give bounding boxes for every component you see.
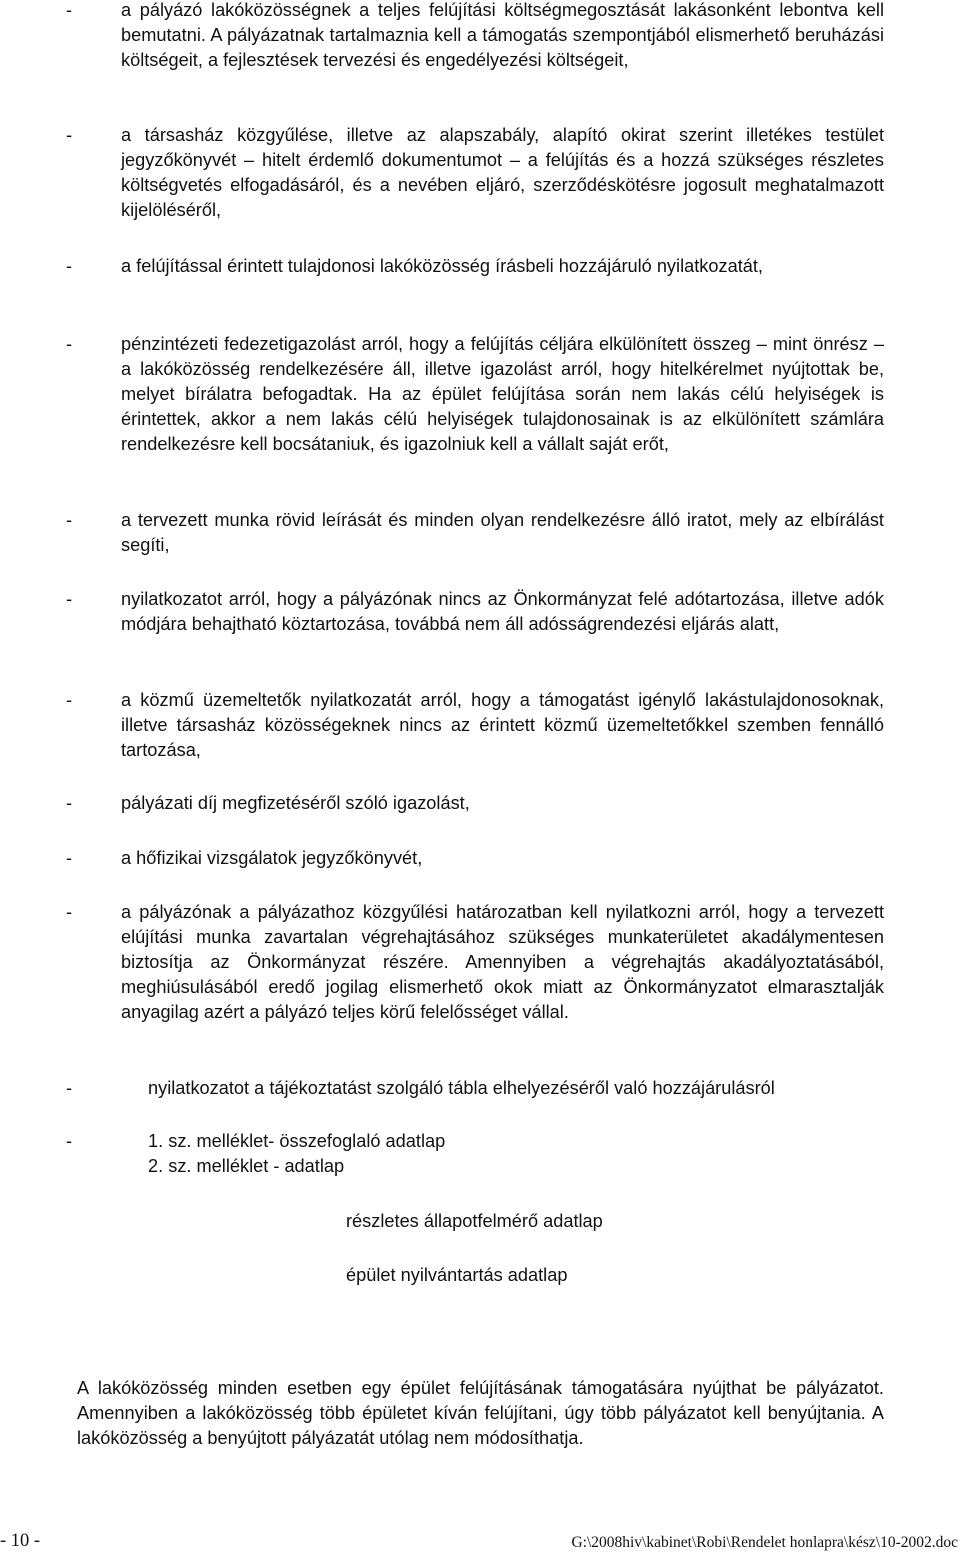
list-item [66,587,884,637]
list-item-text: a közmű üzemeltetők nyilatkozatát arról, hogy a támogatást igénylő lakástulajdonosoknak, illetve társasház közösségeknek nincs az érintett közmű üzemeltetőkkel szemben fennálló tartozása, [121,690,884,760]
list-item [66,508,884,558]
list-item-text: a pályázó lakóközösségnek a teljes felújítási költségmegosztását lakásonként lebontva kell bemutatni. A pályázatnak tartalmaznia kell a támogatás szempontjából elismerhető beruházási költségeit, a fejlesztések tervezési és engedélyezési költségeit, [121,0,884,70]
list-item [66,332,884,457]
annex-registry-line: épület nyilvántartás adatlap [346,1265,568,1285]
file-path: G:\2008hiv\kabinet\Robi\Rendelet honlapra\kész\10-2002.doc [571,1534,958,1551]
list-item [66,254,884,279]
list-bullet: - [66,334,73,354]
list-item-text: pályázati díj megfizetéséről szóló igazolást, [121,793,470,813]
annex-detail-line: részletes állapotfelmérő adatlap [346,1211,603,1231]
list-item-text: pénzintézeti fedezetigazolást arról, hogy a felújítás céljára elkülönített összeg – mint önrész – a lakóközösség rendelkezésére áll, illetve igazolást arról, hogy hitelkérelmet nyújtottak be, melyet bírálatra befogadtak. Ha az épület felújítása során nem lakás célú helyiségek is érintettek, akkor a nem lakás célú helyiségek tulajdonosainak is az elkülönített számlára rendelkezésre kell bocsátaniuk, és igazolniuk kell a vállalt saját erőt, [121,334,884,454]
list-bullet: - [66,1131,73,1151]
annex-2-line: 2. sz. melléklet - adatlap [148,1156,345,1176]
list-item-text: a hőfizikai vizsgálatok jegyzőkönyvét, [121,848,423,868]
list-item-text: a tervezett munka rövid leírását és minden olyan rendelkezésre álló iratot, mely az elbírálást segíti, [121,510,884,555]
list-item [66,900,884,1025]
list-bullet: - [66,902,73,922]
list-bullet: - [66,125,73,145]
list-item [66,0,884,73]
list-bullet: - [66,1078,73,1098]
list-item [66,688,884,763]
list-item-text: nyilatkozatot a tájékoztatást szolgáló tábla elhelyezéséről való hozzájárulásról [148,1078,775,1098]
list-bullet: - [66,0,73,20]
list-item [66,123,884,223]
list-bullet: - [66,848,73,868]
list-bullet: - [66,256,73,276]
list-item-text: 1. sz. melléklet- összefoglaló adatlap [148,1131,446,1151]
list-item [66,791,884,816]
list-item [66,1129,884,1154]
list-item-text: a társasház közgyűlése, illetve az alapszabály, alapító okirat szerint illetékes testület jegyzőkönyvét – hitelt érdemlő dokumentumot – a felújítás és a hozzá szükséges részletes költségvetés elfogadásáról, és a nevében eljáró, szerződéskötésre jogosult meghatalmazott kijelöléséről, [121,125,884,220]
list-item [66,1076,884,1101]
closing-paragraph: A lakóközösség minden esetben egy épület felújításának támogatására nyújthat be pályázatot. Amennyiben a lakóközösség több épületet kíván felújítani, úgy több pályázatot kell benyújtania. A lakóközösség a benyújtott pályázatát utólag nem módosíthatja. [77,1378,884,1448]
list-bullet: - [66,589,73,609]
list-item [66,846,884,871]
list-bullet: - [66,510,73,530]
list-item-text: a pályázónak a pályázathoz közgyűlési határozatban kell nyilatkozni arról, hogy a tervezett elújítási munka zavartalan végrehajtásához szükséges munkaterületet akadálymentesen biztosítja az Önkormányzat részére. Amennyiben a végrehajtás akadályoztatásából, meghiúsulásából eredő jogilag elismerhető okok miatt az Önkormányzatot elmarasztalják anyagilag azért a pályázó teljes körű felelősséget vállal. [121,902,884,1022]
list-item-text: nyilatkozatot arról, hogy a pályázónak nincs az Önkormányzat felé adótartozása, illetve adók módjára behajtható köztartozása, továbbá nem áll adósságrendezési eljárás alatt, [121,589,884,634]
list-item-text: a felújítással érintett tulajdonosi lakóközösség írásbeli hozzájáruló nyilatkozatát, [121,256,763,276]
list-bullet: - [66,690,73,710]
page-number: - 10 - [0,1531,41,1551]
list-bullet: - [66,793,73,813]
